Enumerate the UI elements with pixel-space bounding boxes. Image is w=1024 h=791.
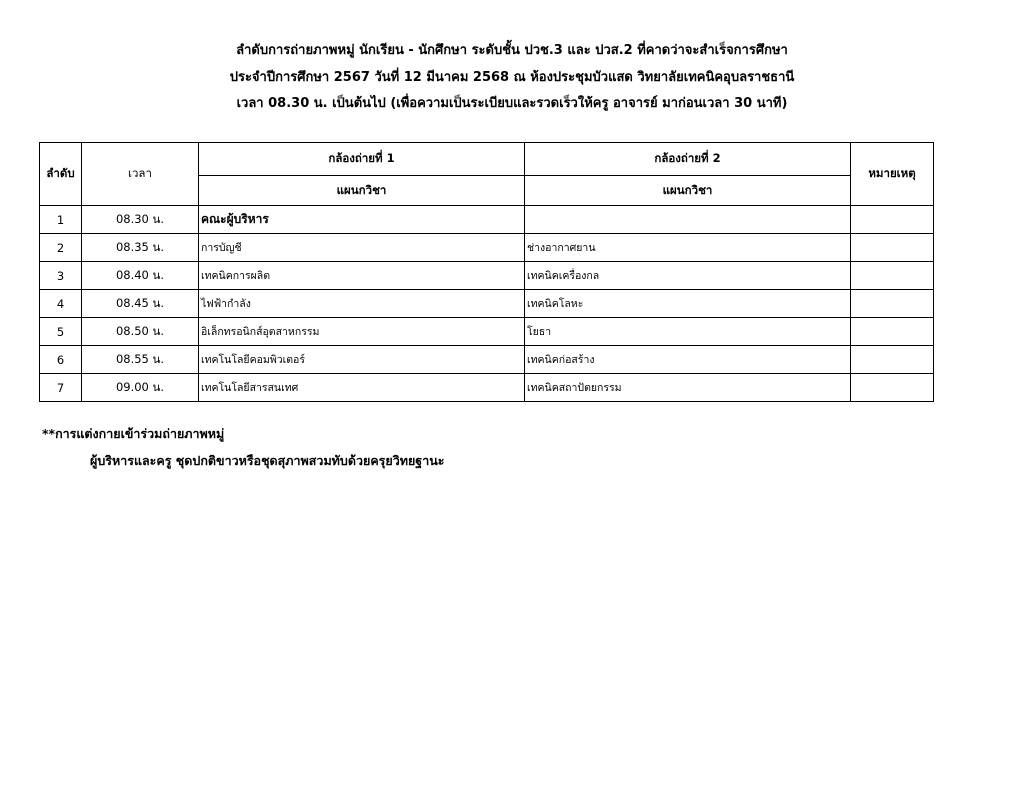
row-camera-2 bbox=[525, 206, 851, 234]
row-camera-2: ช่างอากาศยาน bbox=[525, 234, 851, 262]
row-camera-1: อิเล็กทรอนิกส์อุตสาหกรรม bbox=[199, 318, 525, 346]
row-remarks bbox=[851, 262, 934, 290]
row-order: 1 bbox=[40, 206, 82, 234]
table-row bbox=[40, 290, 934, 318]
row-order: 5 bbox=[40, 318, 82, 346]
table-row bbox=[40, 374, 934, 402]
header-row bbox=[40, 143, 934, 176]
row-remarks bbox=[851, 318, 934, 346]
row-order: 7 bbox=[40, 374, 82, 402]
row-camera-1: คณะผู้บริหาร bbox=[199, 206, 525, 234]
table-row bbox=[40, 346, 934, 374]
notes-body: ผู้บริหารและครู ชุดปกติขาวหรือชุดสุภาพสวมทับด้วยครุยวิทยฐานะ bbox=[90, 453, 445, 468]
table-row bbox=[40, 318, 934, 346]
row-order: 6 bbox=[40, 346, 82, 374]
title-line-2: ประจำปีการศึกษา 2567 วันที่ 12 มีนาคม 2568 ณ ห้องประชุมบัวแสด วิทยาลัยเทคนิคอุบลราชธานี bbox=[229, 69, 795, 85]
notes-title: **การแต่งกายเข้าร่วมถ่ายภาพหมู่ bbox=[42, 426, 225, 441]
row-camera-2: โยธา bbox=[525, 318, 851, 346]
row-order: 2 bbox=[40, 234, 82, 262]
row-time: 08.55 น. bbox=[82, 346, 199, 374]
row-time: 09.00 น. bbox=[82, 374, 199, 402]
row-time: 08.30 น. bbox=[82, 206, 199, 234]
row-camera-2: เทคนิคเครื่องกล bbox=[525, 262, 851, 290]
header-order: ลำดับ bbox=[40, 143, 82, 206]
header-camera-2: กล้องถ่ายที่ 2 bbox=[525, 143, 851, 176]
row-time: 08.35 น. bbox=[82, 234, 199, 262]
row-time: 08.45 น. bbox=[82, 290, 199, 318]
row-time: 08.50 น. bbox=[82, 318, 199, 346]
header-dept-2: แผนกวิชา bbox=[525, 176, 851, 206]
row-camera-1: เทคโนโลยีสารสนเทศ bbox=[199, 374, 525, 402]
table-row bbox=[40, 234, 934, 262]
schedule-table bbox=[39, 142, 934, 402]
header-dept-1: แผนกวิชา bbox=[199, 176, 525, 206]
row-camera-1: เทคโนโลยีคอมพิวเตอร์ bbox=[199, 346, 525, 374]
row-remarks bbox=[851, 206, 934, 234]
row-camera-2: เทคนิคก่อสร้าง bbox=[525, 346, 851, 374]
row-camera-2: เทคนิคโลหะ bbox=[525, 290, 851, 318]
document-title bbox=[0, 38, 1024, 118]
title-line-1: ลำดับการถ่ายภาพหมู่ นักเรียน - นักศึกษา ระดับชั้น ปวช.3 และ ปวส.2 ที่คาดว่าจะสำเร็จการศึกษา bbox=[236, 43, 788, 58]
row-order: 4 bbox=[40, 290, 82, 318]
row-remarks bbox=[851, 374, 934, 402]
header-camera-1: กล้องถ่ายที่ 1 bbox=[199, 143, 525, 176]
row-order: 3 bbox=[40, 262, 82, 290]
table-row bbox=[40, 206, 934, 234]
row-remarks bbox=[851, 234, 934, 262]
row-camera-2: เทคนิคสถาปัตยกรรม bbox=[525, 374, 851, 402]
row-remarks bbox=[851, 290, 934, 318]
header-time: เวลา bbox=[82, 143, 199, 206]
table-row bbox=[40, 262, 934, 290]
row-remarks bbox=[851, 346, 934, 374]
row-camera-1: การบัญชี bbox=[199, 234, 525, 262]
row-camera-1: ไฟฟ้ากำลัง bbox=[199, 290, 525, 318]
dress-code-notes bbox=[42, 424, 444, 471]
row-camera-1: เทคนิคการผลิต bbox=[199, 262, 525, 290]
title-line-3: เวลา 08.30 น. เป็นต้นไป (เพื่อความเป็นระเบียบและรวดเร็วให้ครู อาจารย์ มาก่อนเวลา 30 นาที) bbox=[236, 96, 788, 111]
header-remarks: หมายเหตุ bbox=[851, 143, 934, 206]
row-time: 08.40 น. bbox=[82, 262, 199, 290]
